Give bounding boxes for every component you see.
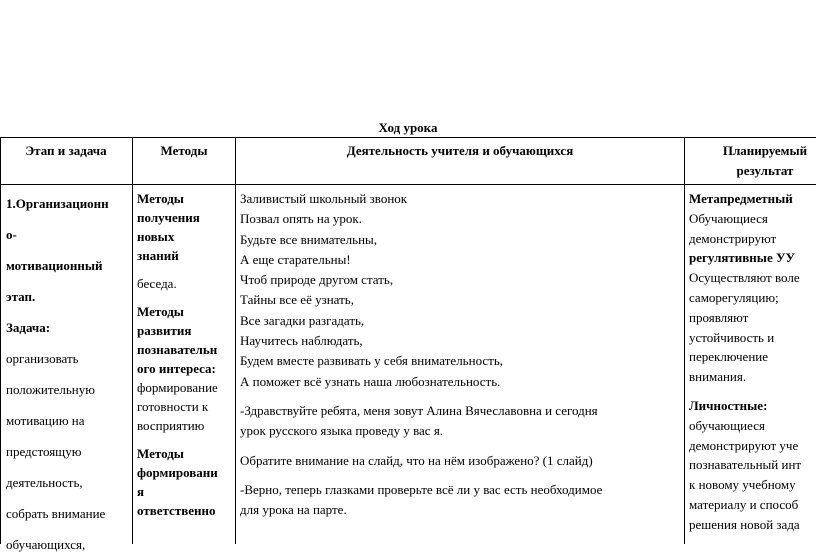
column-divider [684, 137, 685, 544]
result-line: демонстрируют [689, 230, 777, 246]
check-line: для урока на парте. [240, 502, 347, 518]
page-title: Ход урока [378, 120, 438, 135]
result-line: познавательный инт [689, 457, 802, 473]
result-line: решения новой зада [689, 516, 800, 532]
table-top-border [0, 137, 816, 138]
result-line: материалу и способ [689, 496, 799, 512]
task-line: организовать [6, 351, 79, 366]
slide-line: Обратите внимание на слайд, что на нём изображено? (1 слайд) [240, 452, 593, 468]
poem-line: Заливистый школьный звонок [240, 191, 408, 206]
poem-line: Тайны все её узнать, [240, 292, 354, 308]
poem-line: А поможет всё узнать наша любознательность. [240, 373, 501, 389]
poem-line: Все загадки разгадать, [240, 312, 365, 328]
check-line: -Верно, теперь глазками проверьте всё ли у вас есть необходимое [240, 481, 603, 497]
result-line: устойчивость и [689, 329, 775, 345]
poem-line: Позвал опять на урок. [240, 211, 362, 227]
method-title-line: Методы [137, 191, 184, 206]
stage-name-line: о- [6, 227, 17, 242]
task-line: обучающихся, [6, 537, 86, 552]
method-title-line: развития [137, 323, 192, 338]
result-cell [689, 189, 816, 535]
method-title-line: знаний [137, 248, 179, 263]
column-divider [235, 137, 236, 544]
task-line: положительную [6, 382, 95, 397]
stage-name-line: мотивационный [6, 258, 103, 273]
greeting-line: -Здравствуйте ребята, меня зовут Алина Вячеславовна и сегодня [240, 402, 598, 418]
result-line: обучающиеся [689, 417, 765, 433]
result-line: к новому учебному [689, 477, 796, 493]
poem-line: А еще старательны! [240, 251, 351, 267]
method-title-line: новых [137, 229, 175, 244]
result-line: демонстрируют уче [689, 437, 799, 453]
method-title-line: получения [137, 210, 200, 225]
stage-name-line: этап. [6, 289, 36, 304]
poem-line: Чтоб природе другом стать, [240, 272, 394, 288]
task-line: деятельность, [6, 475, 83, 490]
greeting-line: урок русского языка проведу у вас я. [240, 423, 444, 439]
task-line: мотивацию на [6, 413, 85, 428]
method-title-line: я [137, 484, 145, 499]
header-activity: Деятельность учителя и обучающихся [346, 143, 574, 158]
result-line: саморегуляцию; [689, 289, 779, 305]
poem-line: Научитесь наблюдать, [240, 333, 363, 349]
poem-line: Будем вместе развивать у себя внимательность, [240, 353, 504, 369]
table-left-border [0, 137, 1, 544]
result-line: внимания. [689, 369, 747, 385]
task-label: Задача: [6, 320, 51, 335]
task-line: собрать внимание [6, 506, 106, 521]
header-result [685, 141, 816, 181]
header-result-line: результат [736, 163, 794, 178]
method-title-line: познавательн [137, 342, 218, 357]
meta-title: Метапредметный [689, 191, 793, 206]
activity-cell [240, 189, 682, 520]
stage-cell [6, 188, 130, 560]
table-header-divider [0, 184, 816, 185]
method-item: восприятию [137, 418, 205, 433]
header-result-line: Планируемый [722, 143, 808, 158]
method-title-line: Методы [137, 304, 184, 319]
method-title-line: ответственно [137, 503, 216, 518]
result-line: проявляют [689, 309, 749, 325]
method-title-line: формировани [137, 465, 218, 480]
result-line: Обучающиеся [689, 210, 768, 226]
personal-title: Личностные: [689, 397, 768, 413]
method-title-line: ого интереса: [137, 361, 216, 376]
method-item: готовности к [137, 399, 209, 414]
stage-name-line: 1.Организационн [6, 196, 109, 211]
method-item: формирование [137, 380, 218, 395]
method-title-line: Методы [137, 446, 184, 461]
method-item: беседа. [137, 276, 177, 291]
task-line: предстоящую [6, 444, 82, 459]
result-line: переключение [689, 349, 769, 365]
result-line: Осуществляют воле [689, 270, 800, 286]
methods-cell [137, 189, 233, 520]
poem-line: Будьте все внимательны, [240, 231, 378, 247]
column-divider [132, 137, 133, 544]
result-line-bold: регулятивные УУ [689, 250, 796, 266]
header-methods: Методы [160, 143, 208, 158]
header-stage: Этап и задача [25, 143, 107, 158]
